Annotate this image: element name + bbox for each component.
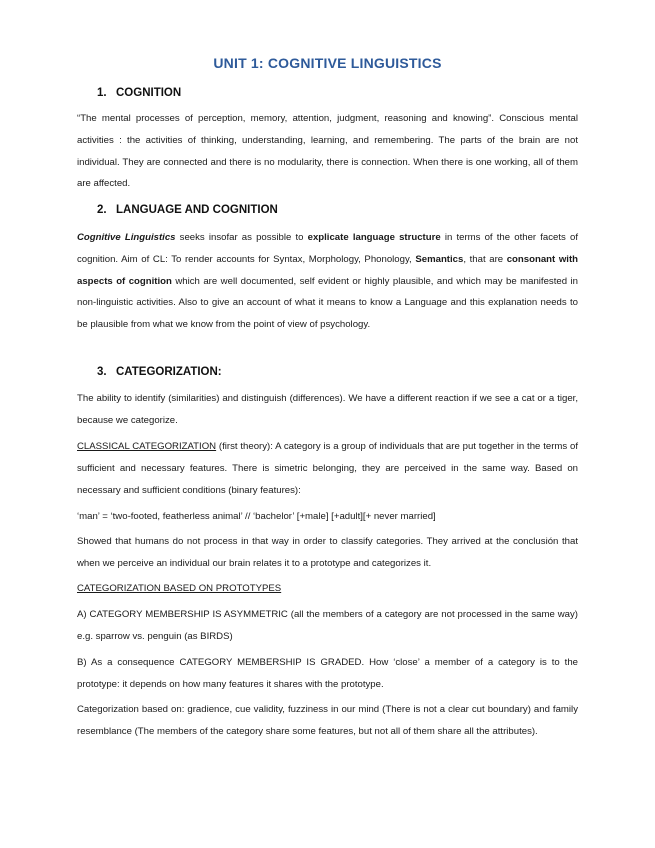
section-heading-cognition: 1. COGNITION (97, 87, 182, 99)
paragraph-point-b: B) As a consequence CATEGORY MEMBERSHIP IS GRADED. How ‘close’ a member of a category is to the prototype: it depends on how many features it shares with the prototype. (77, 657, 578, 690)
paragraph-categorization-definition: The ability to identify (similarities) and distinguish (differences). We have a different reaction if we see a cat or a tiger, because we categorize. (77, 393, 578, 426)
paragraph-cognition: “The mental processes of perception, memory, attention, judgment, reasoning and knowing”. Conscious mental activities : the activities of thinking, understanding, learning, and remembering. The parts of the brain are not individual. They are connected and there is no modularity, there is connection. When there is one working, all of them are affected. (77, 113, 578, 190)
prototypes-heading: CATEGORIZATION BASED ON PROTOTYPES (77, 583, 282, 594)
section-heading-categorization: 3. CATEGORIZATION: (97, 366, 222, 378)
paragraph-categorization-basis: Categorization based on: gradience, cue validity, fuzziness in our mind (There is not a clear cut boundary) and family resemblance (The members of the category share some features, but not all of them share all the attributes). (77, 704, 578, 737)
section-heading-language-and-cognition: 2. LANGUAGE AND COGNITION (97, 204, 278, 216)
paragraph-classical-categorization: CLASSICAL CATEGORIZATION (first theory): A category is a group of individuals that are put together in the terms of sufficient and necessary features. There is simetric belonging, they are perceived in the same way. Based on necessary and sufficient conditions (binary features): (77, 441, 578, 496)
page-title: UNIT 1: COGNITIVE LINGUISTICS (213, 55, 442, 71)
paragraph-point-a: A) CATEGORY MEMBERSHIP IS ASYMMETRIC (all the members of a category are not processed in the same way) e.g. sparrow vs. penguin (as BIRDS) (77, 609, 578, 642)
paragraph-showed: Showed that humans do not process in that way in order to classify categories. They arrived at the conclusión that when we perceive an individual our brain relates it to a prototype and categorizes it. (77, 536, 578, 569)
paragraph-example: ‘man’ = ‘two-footed, featherless animal’ // ‘bachelor’ [+male] [+adult][+ never married] (77, 511, 436, 522)
classical-categorization-label: CLASSICAL CATEGORIZATION (77, 441, 217, 452)
paragraph-language-and-cognition: Cognitive Linguistics seeks insofar as possible to explicate language structure in terms of the other facets of cognition. Aim of CL: To render accounts for Syntax, Morphology, Phonology, Semantics, that are consonant with aspects of cognition which are well documented, self evident or highly plausible, and which may be manifested in non-linguistic activities. Also to give an account of what it means to know a Language and this explanation needs to be plausible from what we know from the point of view of psychology. (77, 232, 579, 331)
